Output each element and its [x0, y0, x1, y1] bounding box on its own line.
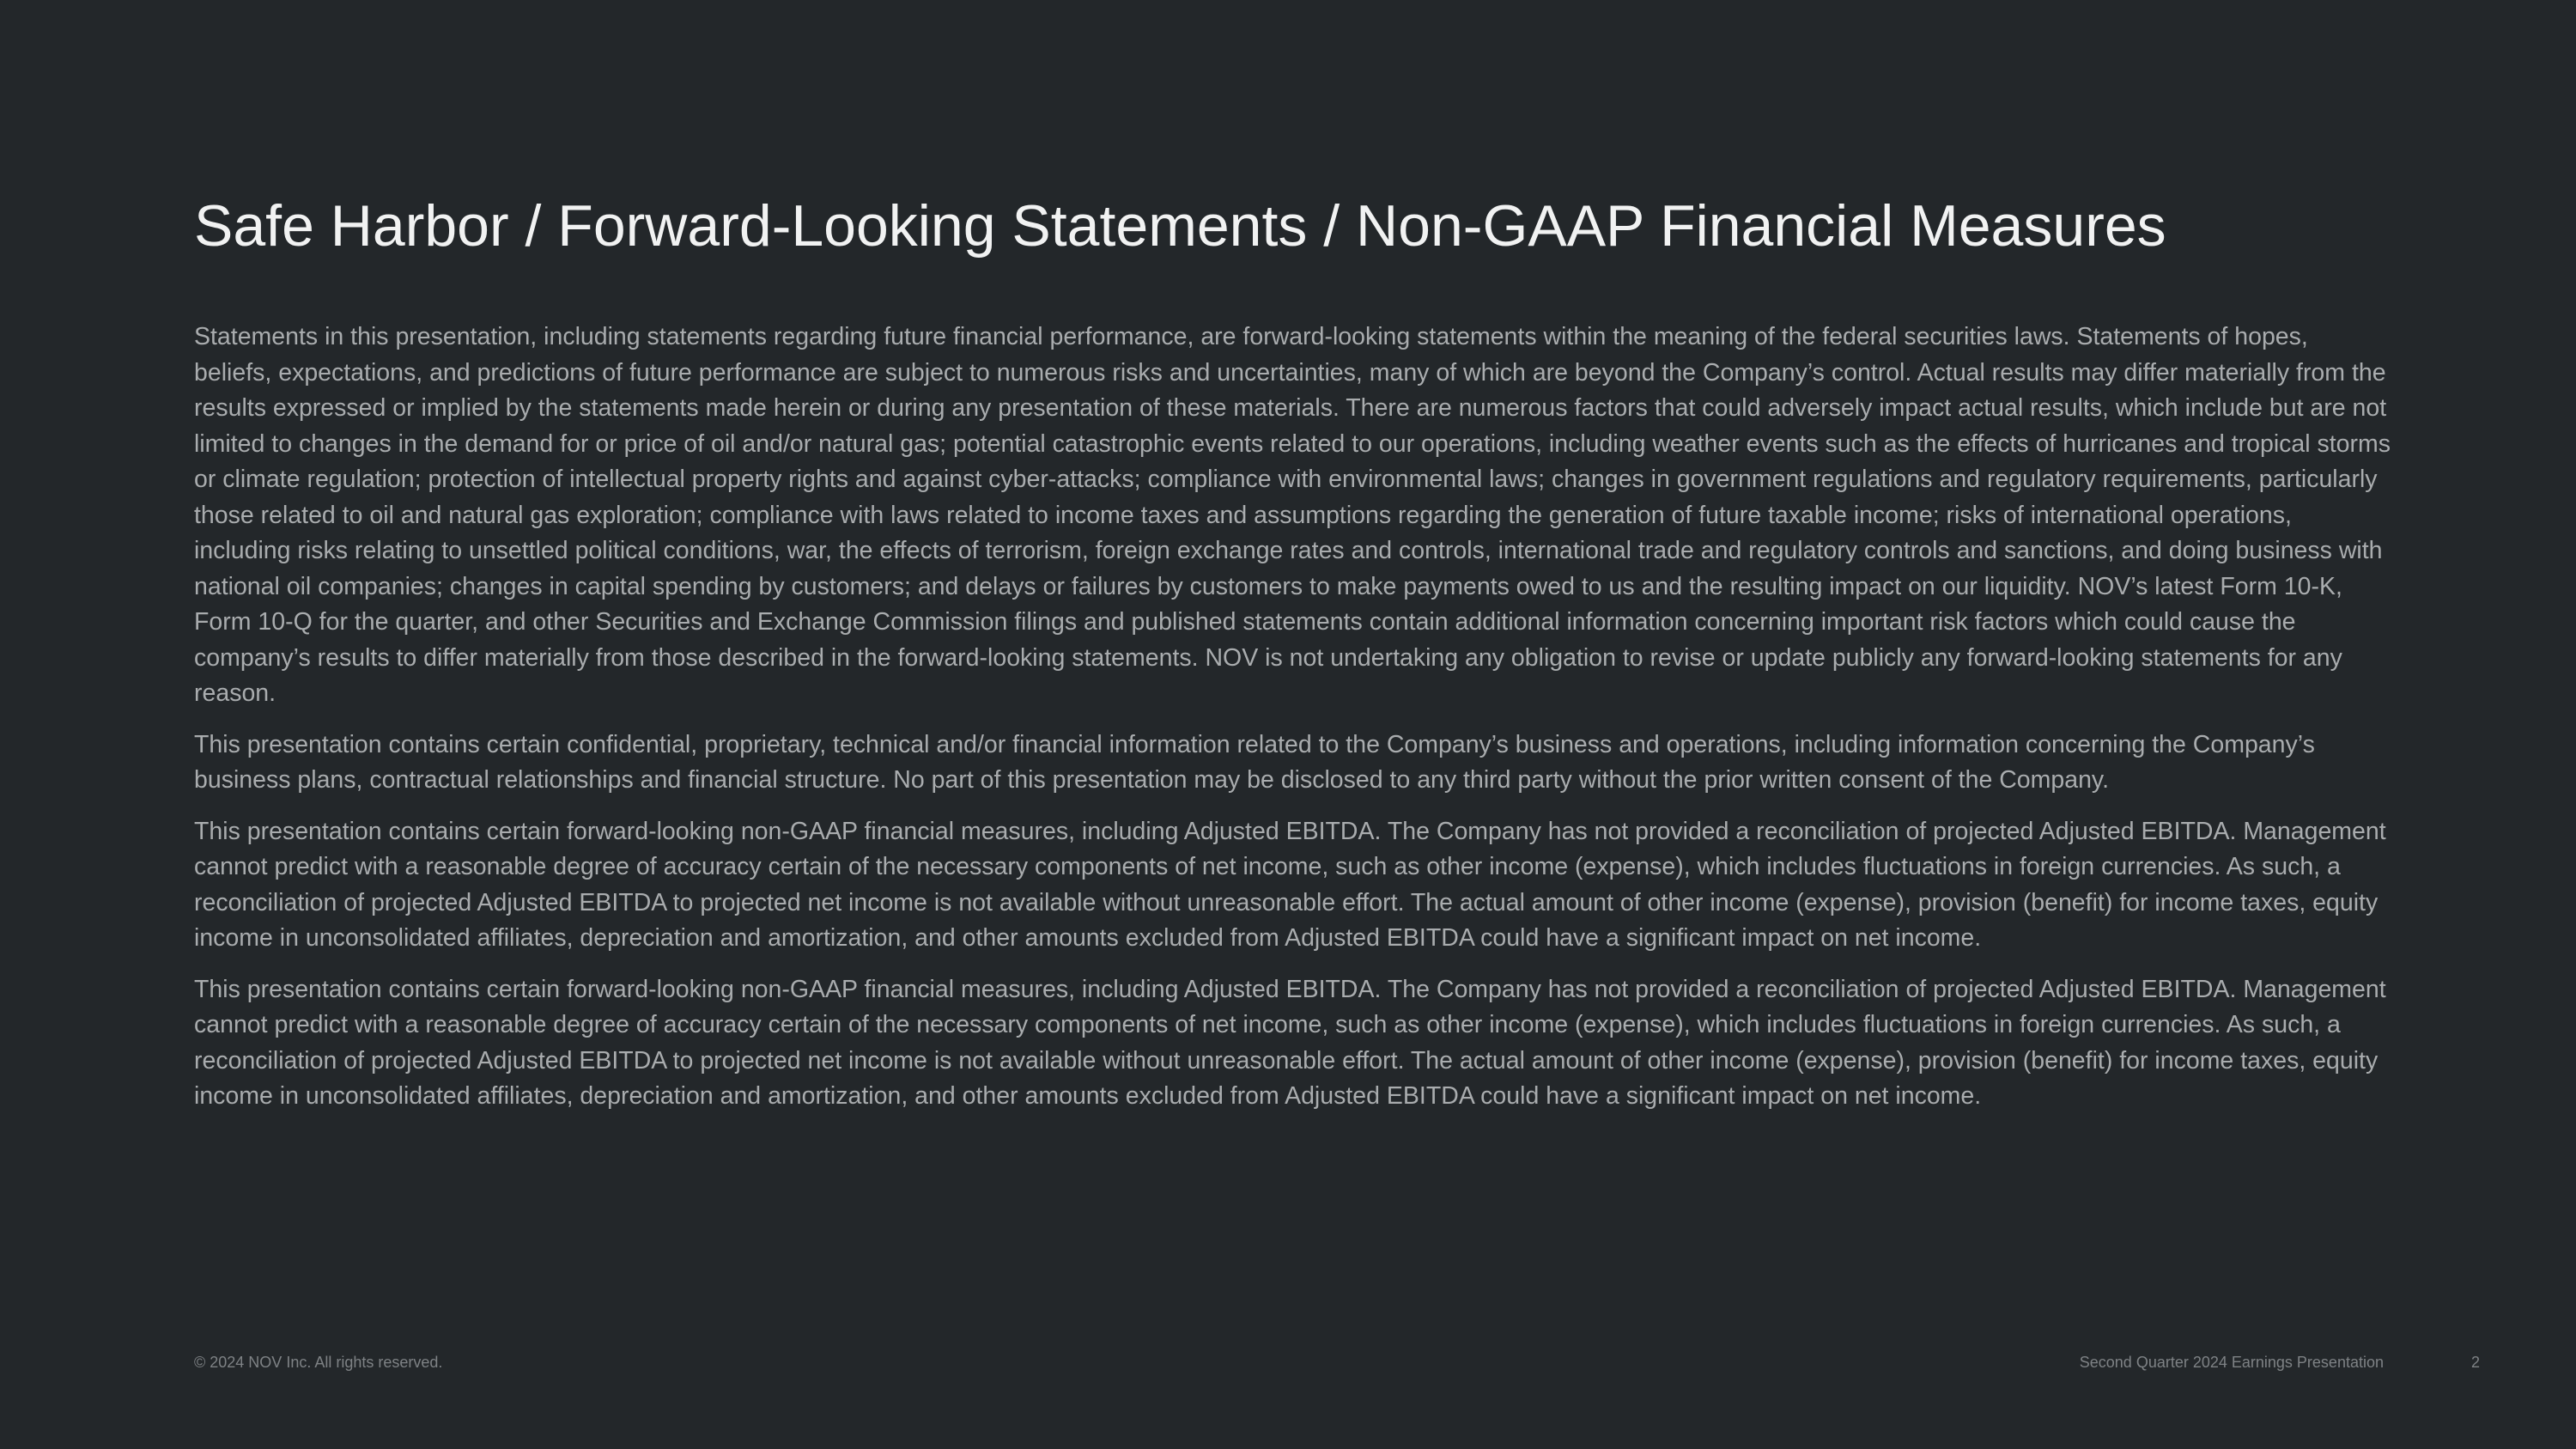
safe-harbor-paragraph: Statements in this presentation, including statements regarding future financial performance, are forward-looking statements within the meaning of the federal securities laws. Statements of hopes, beliefs, expectations, and predictions of future performance are subject to numerous risks and uncertainties, many of which are beyond the Company’s control. Actual results may differ materially from the results expressed or implied by the statements made herein or during any presentation of these materials. There are numerous factors that could adversely impact actual results, which include but are not limited to changes in the demand for or price of oil and/or natural gas; potential catastrophic events related to our operations, including weather events such as the effects of hurricanes and tropical storms or climate regulation; protection of intellectual property rights and against cyber-attacks; compliance with environmental laws; changes in government regulations and regulatory requirements, particularly those related to oil and natural gas exploration; compliance with laws related to income taxes and assumptions regarding the generation of future taxable income; risks of international operations, including risks relating to unsettled political conditions, war, the effects of terrorism, foreign exchange rates and controls, international trade and regulatory controls and sanctions, and doing business with national oil companies; changes in capital spending by customers; and delays or failures by customers to make payments owed to us and the resulting impact on our liquidity. NOV’s latest Form 10-K, Form 10-Q for the quarter, and other Securities and Exchange Commission filings and published statements contain additional information concerning important risk factors which could cause the company’s results to differ materially from those described in the forward-looking statements. NOV is not undertaking any obligation to revise or update publicly any forward-looking statements for any reason. — [194, 323, 2391, 707]
confidentiality-paragraph: This presentation contains certain confidential, proprietary, technical and/or financial information related to the Company’s business and operations, including information concerning the Company’s business plans, contractual relationships and financial structure. No part of this presentation may be disclosed to any third party without the prior written consent of the Company. — [194, 730, 2315, 794]
footer-presentation-name: Second Quarter 2024 Earnings Presentation — [2079, 1354, 2384, 1371]
slide-title: Safe Harbor / Forward-Looking Statements / Non-GAAP Financial Measures — [194, 193, 2166, 259]
non-gaap-paragraph-repeat: This presentation contains certain forward-looking non-GAAP financial measures, including Adjusted EBITDA. The Company has not provided a reconciliation of projected Adjusted EBITDA. Management cannot predict with a reasonable degree of accuracy certain of the necessary components of net income, such as other income (expense), which includes fluctuations in foreign currencies. As such, a reconciliation of projected Adjusted EBITDA to projected net income is not available without unreasonable effort. The actual amount of other income (expense), provision (benefit) for income taxes, equity income in unconsolidated affiliates, depreciation and amortization, and other amounts excluded from Adjusted EBITDA could have a significant impact on net income. — [194, 975, 2386, 1110]
non-gaap-paragraph: This presentation contains certain forward-looking non-GAAP financial measures, including Adjusted EBITDA. The Company has not provided a reconciliation of projected Adjusted EBITDA. Management cannot predict with a reasonable degree of accuracy certain of the necessary components of net income, such as other income (expense), which includes fluctuations in foreign currencies. As such, a reconciliation of projected Adjusted EBITDA to projected net income is not available without unreasonable effort. The actual amount of other income (expense), provision (benefit) for income taxes, equity income in unconsolidated affiliates, depreciation and amortization, and other amounts excluded from Adjusted EBITDA could have a significant impact on net income. — [194, 817, 2386, 952]
footer-copyright: © 2024 NOV Inc. All rights reserved. — [194, 1354, 443, 1371]
page-number: 2 — [2470, 1354, 2480, 1371]
slide-body — [194, 320, 2392, 1130]
